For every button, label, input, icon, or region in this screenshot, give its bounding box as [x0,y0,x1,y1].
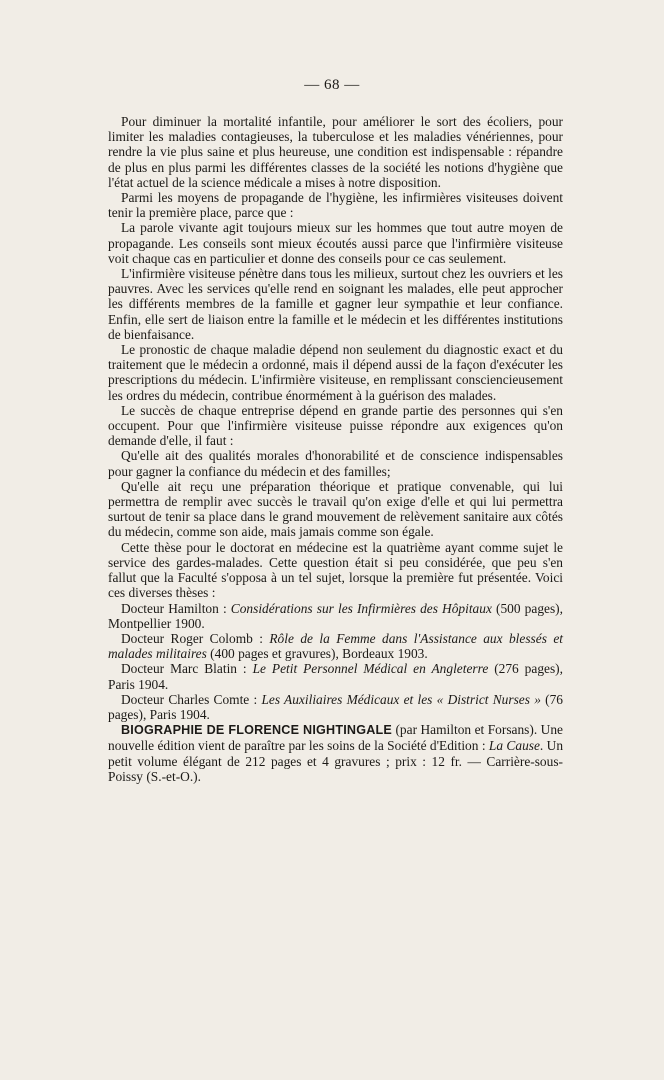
biography-text: (par Hamilton et Forsans). Une nouvelle édition vient de paraître par les soins de la Société d'Edition : [108,722,563,754]
biography-publisher: La Cause [488,738,540,754]
page-body [108,114,563,784]
page-number: — 68 — [304,77,360,93]
reference-title: Le Petit Personnel Médical en Angleterre [252,661,489,677]
biography-text-end: . Un petit volume élégant de 212 pages et 4 gravures ; prix : 12 fr. — Carrière-sous-Poissy (S.-et-O.). [108,738,564,784]
reference-details: (400 pages et gravures), Bordeaux 1903. [206,646,428,662]
reference-hamilton [108,601,563,631]
reference-colomb [108,631,563,661]
paragraph-9: Cette thèse pour le doctorat en médecine est la quatrième ayant comme sujet le service des gardes-malades. Cette question était si peu considérée, que peu s'en fallut que la Faculté s'opposa à un tel sujet, lorsque la première fut présentée. Voici ces diverses thèses : [108,539,563,601]
paragraph-5: Le pronostic de chaque maladie dépend non seulement du diagnostic exact et du traitement que le médecin a ordonné, mais il dépend aussi de la façon d'exécuter les prescriptions du médecin. L'infirmière visiteuse, en remplissant consciencieusement les ordres du médecin, contribue énormément à la guérison des malades. [108,342,563,403]
reference-comte [108,692,563,722]
reference-author: Docteur Hamilton : [121,600,231,616]
paragraph-1: Pour diminuer la mortalité infantile, pour améliorer le sort des écoliers, pour limiter les maladies contagieuses, la tuberculose et les maladies vénériennes, pour rendre la vie plus saine et plus heureuse, une condition est indispensable : répandre de plus en plus parmi les différentes classes de la société les notions d'hygiène que l'état actuel de la science médicale a mises à notre disposition. [108,114,563,190]
paragraph-7: Qu'elle ait des qualités morales d'honorabilité et de conscience indispensables pour gagner la confiance du médecin et des familles; [108,448,563,479]
paragraph-8: Qu'elle ait reçu une préparation théorique et pratique convenable, qui lui permettra de remplir avec succès le travail qu'on exige d'elle et qui lui permettra surtout de tenir sa place dans le grand mouvement de relèvement sanitaire aux côtés du médecin, comme son aide, mais jamais comme son égale. [108,478,563,540]
reference-title: Considérations sur les Infirmières des Hôpitaux [230,600,492,616]
paragraph-4: L'infirmière visiteuse pénètre dans tous les milieux, surtout chez les ouvriers et les pauvres. Avec les services qu'elle rend en soignant les malades, elle peut approcher les différents membres de la famille et gagner leur sympathie et leur confiance. Enfin, elle sert de liaison entre la famille et le médecin et les différentes institutions de bienfaisance. [108,266,563,342]
reference-author: Docteur Charles Comte : [121,691,262,707]
paragraph-2: Parmi les moyens de propagande de l'hygiène, les infirmières visiteuses doivent tenir la première place, parce que : [108,190,563,221]
reference-author: Docteur Roger Colomb : [121,630,270,646]
reference-details: (76 pages), Paris 1904. [108,691,563,722]
biography-notice [108,722,563,784]
biography-title: BIOGRAPHIE DE FLORENCE NIGHTINGALE [121,723,392,738]
reference-title: Les Auxiliaires Médicaux et les « District Nurses » [261,691,541,707]
reference-title: Rôle de la Femme dans l'Assistance aux blessés et malades militaires [108,630,563,662]
reference-details: (500 pages), Montpellier 1900. [108,600,563,631]
paragraph-3: La parole vivante agit toujours mieux sur les hommes que tout autre moyen de propagande. Les conseils sont mieux écoutés aussi parce que l'infirmière visiteuse voit chaque cas en particulier et donne des conseils pour ce cas seulement. [108,220,563,266]
reference-blatin [108,661,563,691]
paragraph-6: Le succès de chaque entreprise dépend en grande partie des personnes qui s'en occupent. Pour que l'infirmière visiteuse puisse répondre aux exigences qu'on demande d'elle, il faut : [108,402,563,449]
reference-author: Docteur Marc Blatin : [121,661,253,677]
reference-details: (276 pages), Paris 1904. [108,661,563,692]
